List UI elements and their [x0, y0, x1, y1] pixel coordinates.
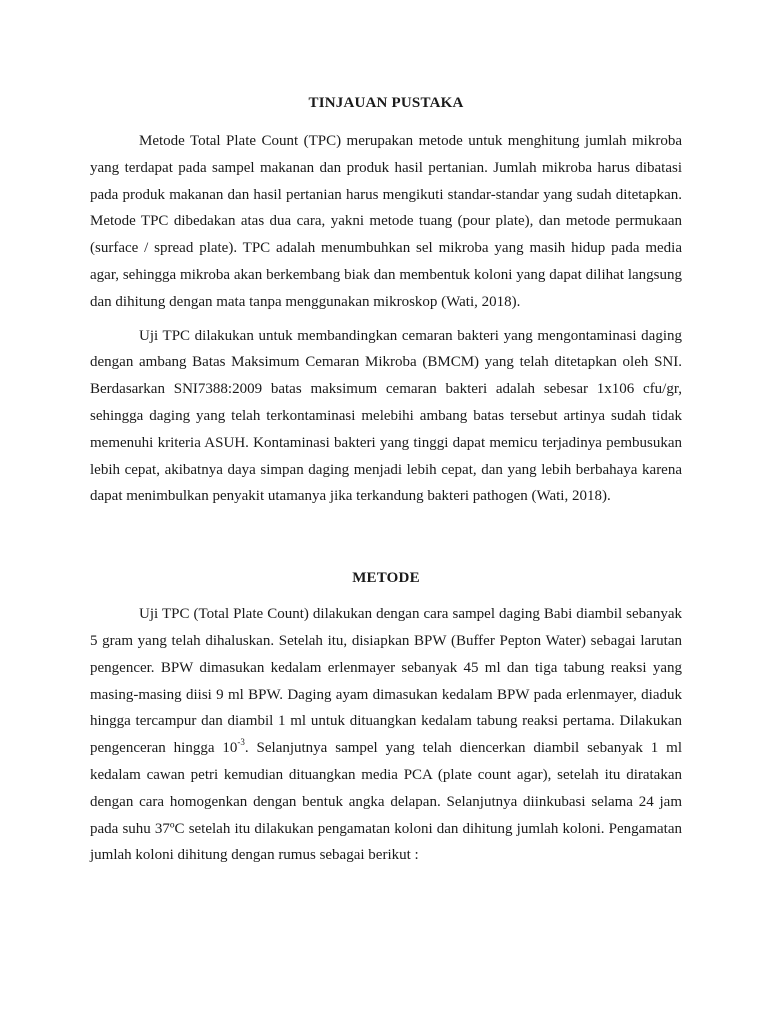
- paragraph-tpc-definition: Metode Total Plate Count (TPC) merupakan metode untuk menghitung jumlah mikroba yang terdapat pada sampel makanan dan produk hasil pertanian. Jumlah mikroba harus dibatasi pada produk makanan dan hasil pertanian harus mengikuti standar-standar yang sudah ditetapkan. Metode TPC dibedakan atas dua cara, yakni metode tuang (pour plate), dan metode permukaan (surface / spread plate). TPC adalah menumbuhkan sel mikroba yang masih hidup pada media agar, sehingga mikroba akan berkembang biak dan membentuk koloni yang dapat dilihat langsung dan dihitung dengan mata tanpa menggunakan mikroskop (Wati, 2018).: [90, 133, 682, 310]
- paragraph-metode-text-part1: Uji TPC (Total Plate Count) dilakukan dengan cara sampel daging Babi diambil sebanyak 5 gram yang telah dihaluskan. Setelah itu, disiapkan BPW (Buffer Pepton Water) sebagai larutan pengencer. BPW dimasukan kedalam erlenmayer sebanyak 45 ml dan tiga tabung reaksi yang masing-masing diisi 9 ml BPW. Daging ayam dimasukan kedalam BPW pada erlenmayer, diaduk hingga tercampur dan diambil 1 ml untuk dituangkan kedalam tabung reaksi pertama. Dilakukan pengenceran hingga 10: [90, 606, 682, 757]
- section-title-tinjauan-pustaka: TINJAUAN PUSTAKA: [308, 95, 464, 111]
- paragraph-tpc-contamination: Uji TPC dilakukan untuk membandingkan cemaran bakteri yang mengontaminasi daging dengan ambang Batas Maksimum Cemaran Mikroba (BMCM) yang telah ditetapkan oleh SNI. Berdasarkan SNI7388:2009 batas maksimum cemaran bakteri adalah sebesar 1x106 cfu/gr, sehingga daging yang telah terkontaminasi melebihi ambang batas tersebut artinya sudah tidak memenuhi kriteria ASUH. Kontaminasi bakteri yang tinggi dapat memicu terjadinya pembusukan lebih cepat, akibatnya daya simpan daging menjadi lebih cepat, dan yang lebih berbahaya karena dapat menimbulkan penyakit utamanya jika terkandung bakteri pathogen (Wati, 2018).: [90, 327, 682, 505]
- paragraph-metode-text-part2: . Selanjutnya sampel yang telah diencerkan diambil sebanyak 1 ml kedalam cawan petri kemudian dituangkan media PCA (plate count agar), setelah itu diratakan dengan cara homogenkan dengan bentuk angka delapan. Selanjutnya diinkubasi selama 24 jam pada suhu 37ºC setelah itu dilakukan pengamatan koloni dan dihitung jumlah koloni. Pengamatan jumlah koloni dihitung dengan rumus sebagai berikut :: [90, 740, 682, 864]
- dilution-exponent: -3: [237, 737, 245, 748]
- paragraph-metode-procedure: [90, 601, 682, 869]
- section-title-metode: METODE: [352, 570, 420, 587]
